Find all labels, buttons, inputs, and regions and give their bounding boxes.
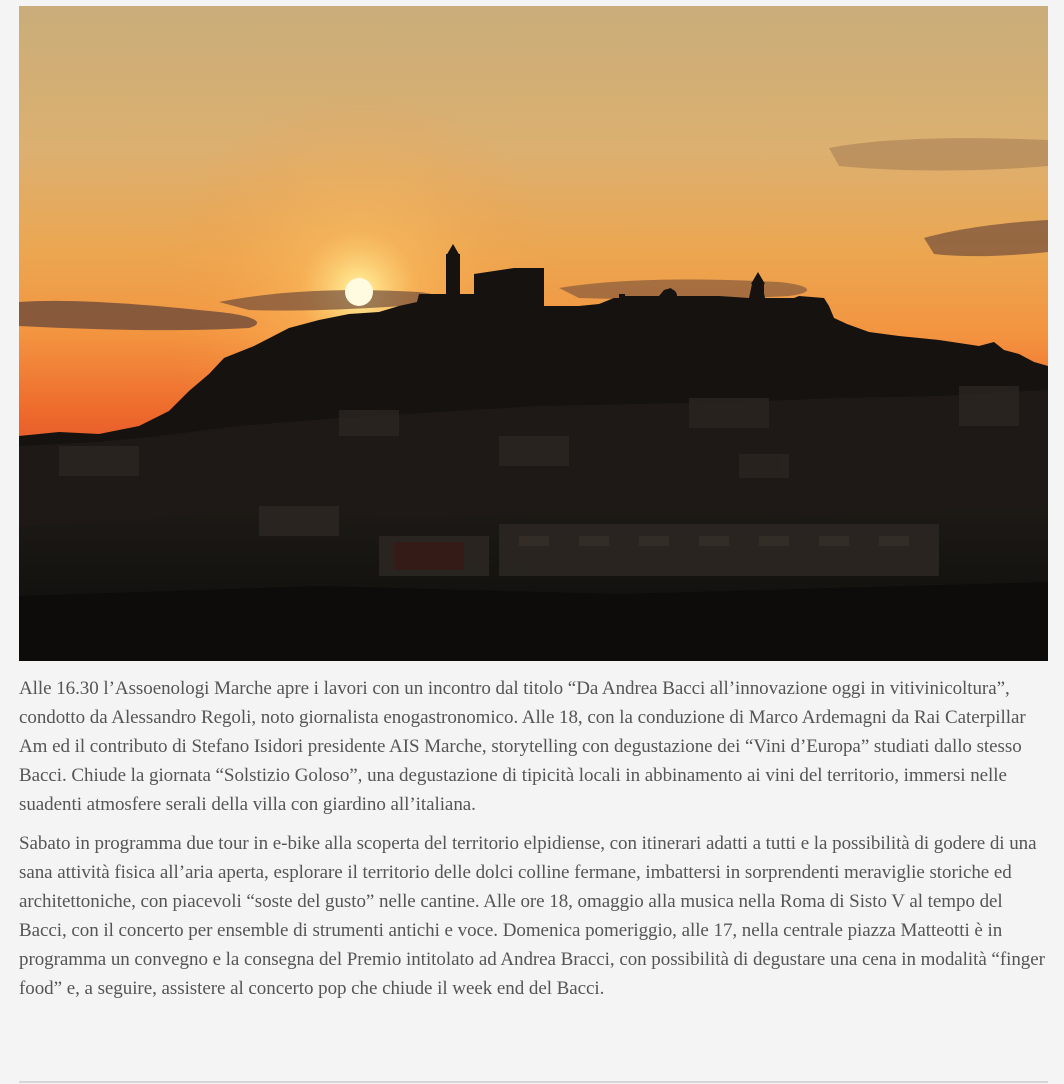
hero-photo [19, 6, 1048, 661]
sunset-hilltop-town-photo [19, 6, 1048, 661]
article-body [19, 674, 1051, 1013]
paragraph: Sabato in programma due tour in e-bike alla scoperta del territorio elpidiense, con itinerari adatti a tutti e la possibilità di godere di una sana attività fisica all’aria aperta, esplorare il territorio delle dolci colline fermane, imbattersi in sorprendenti meraviglie storiche ed architettoniche, con piacevoli “soste del gusto” nelle cantine. Alle ore 18, omaggio alla musica nella Roma di Sisto V al tempo del Bacci, con il concerto per ensemble di strumenti antichi e voce. Domenica pomeriggio, alle 17, nella centrale piazza Matteotti è in programma un convegno e la consegna del Premio intitolato ad Andrea Bracci, con possibilità di degustare una cena in modalità “finger food” e, a seguire, assistere al concerto pop che chiude il week end del Bacci. [19, 833, 1045, 999]
divider [19, 1081, 1048, 1083]
paragraph: Alle 16.30 l’Assoenologi Marche apre i lavori con un incontro dal titolo “Da Andrea Bacci all’innovazione oggi in vitivinicoltura”, condotto da Alessandro Regoli, noto giornalista enogastronomico. Alle 18, con la conduzione di Marco Ardemagni da Rai Caterpillar Am ed il contributo di Stefano Isidori presidente AIS Marche, storytelling con degustazione dei “Vini d’Europa” studiati dallo stesso Bacci. Chiude la giornata “Solstizio Goloso”, una degustazione di tipicità locali in abbinamento ai vini del territorio, immersi nelle suadenti atmosfere serali della villa con giardino all’italiana. [19, 678, 1026, 815]
